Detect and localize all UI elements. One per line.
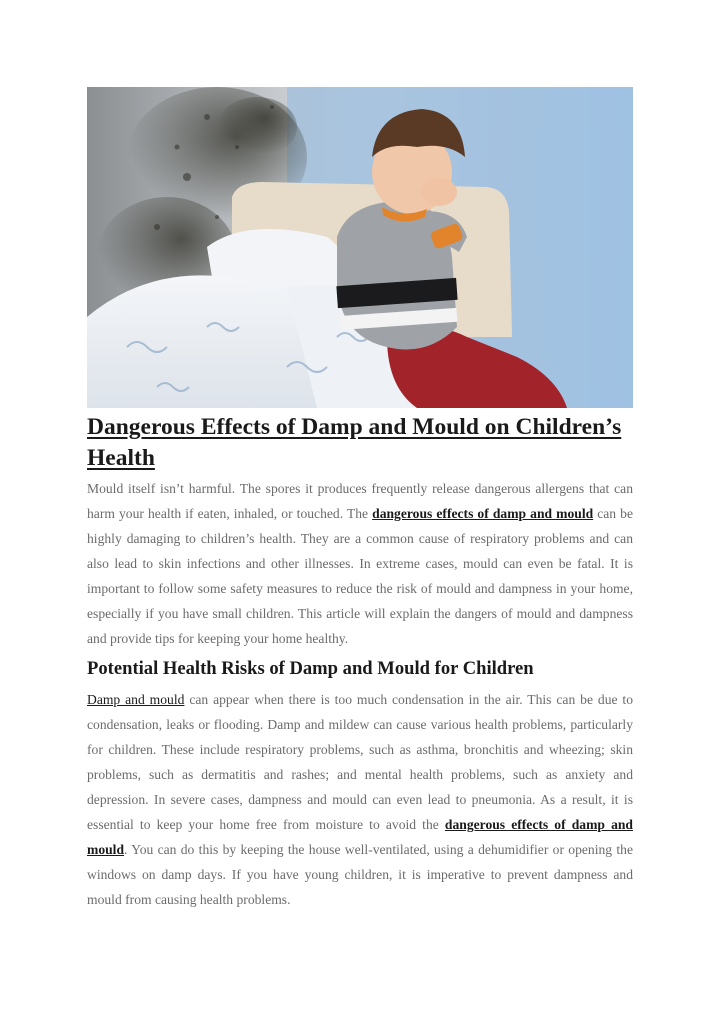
article-page: [87, 87, 633, 912]
body-text-2: . You can do this by keeping the house well-ventilated, using a dehumidifier or opening the windows on damp days. If you have young children, it is imperative to prevent dampness and mould from causing health problems.: [87, 842, 633, 907]
dangerous-effects-link[interactable]: dangerous effects of damp and mould: [372, 506, 594, 521]
intro-text-before-link: Mould itself isn’t harmful. The spores it produces frequently release dangerous allergens that can harm your health if eaten, inhaled, or touched. The: [87, 481, 633, 521]
intro-paragraph: [87, 476, 633, 651]
dangerous-effects-link-2[interactable]: dangerous effects of damp and mould: [87, 817, 633, 857]
article-title: Dangerous Effects of Damp and Mould on Children’s Health: [87, 414, 622, 471]
damp-and-mould-link[interactable]: Damp and mould: [87, 692, 185, 707]
body-text-1: can appear when there is too much condensation in the air. This can be due to condensation, leaks or flooding. Damp and mildew can cause various health problems, particularly for children. These include respiratory problems, such as asthma, bronchitis and wheezing; skin problems, such as dermatitis and rashes; and mental health problems, such as anxiety and depression. In severe cases, dampness and mould can even lead to pneumonia. As a result, it is essential to keep your home free from moisture to avoid the: [87, 692, 634, 832]
section-heading: Potential Health Risks of Damp and Mould for Children: [87, 658, 534, 679]
body-paragraph: [87, 687, 633, 912]
hero-image: [87, 87, 633, 408]
intro-text-after-link: can be highly damaging to children’s health. They are a common cause of respiratory problems and can also lead to skin infections and other illnesses. In extreme cases, mould can even be fatal. It is important to follow some safety measures to reduce the risk of mould and dampness in your home, especially if you have small children. This article will explain the dangers of mould and dampness and provide tips for keeping your home healthy.: [87, 506, 633, 646]
child-with-mould-photo: [87, 87, 633, 408]
